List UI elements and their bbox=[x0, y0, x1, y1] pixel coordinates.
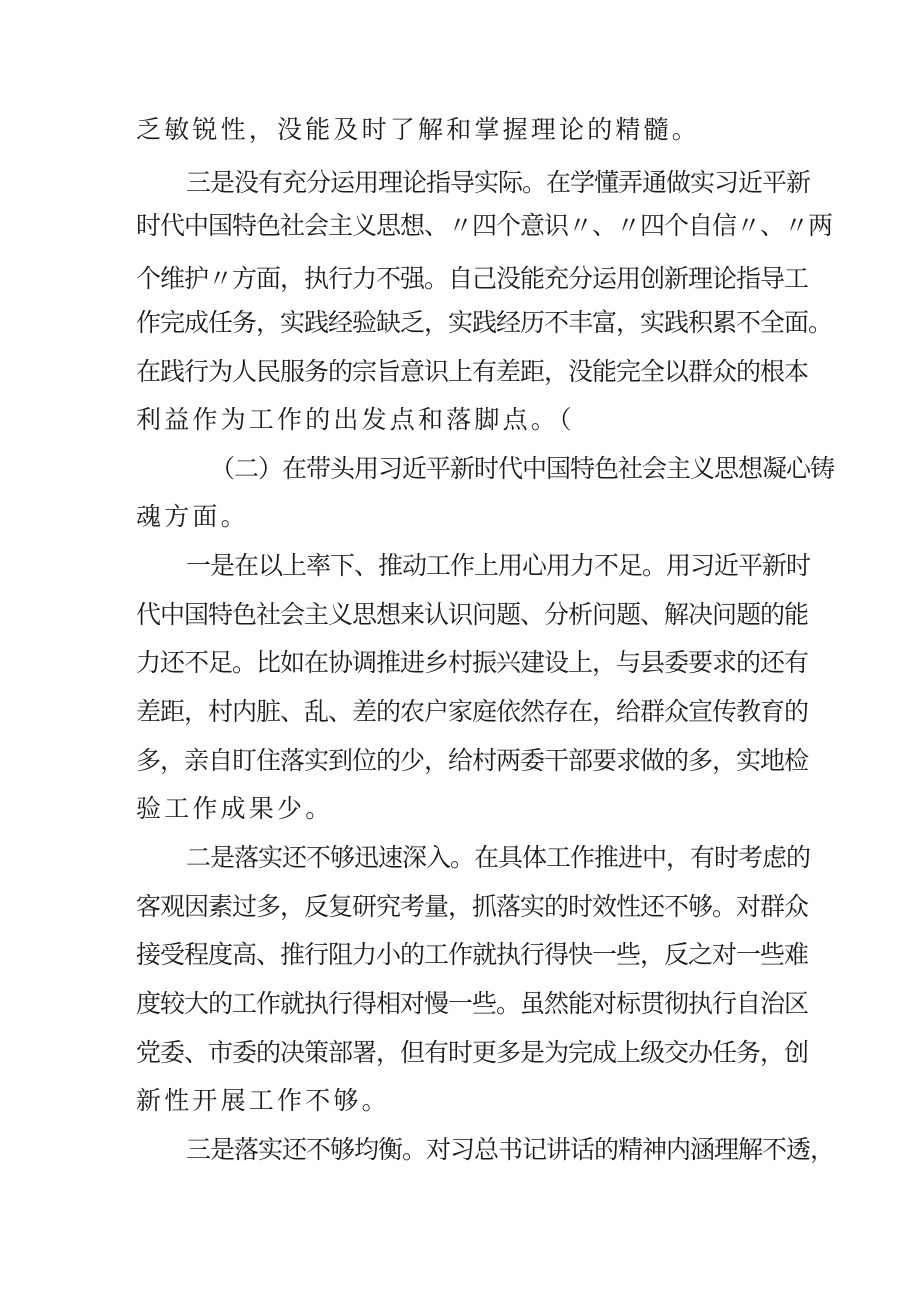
text-line: 个维护〃方面，执行力不强。自己没能充分运用创新理论指导工 bbox=[136, 264, 809, 293]
section-heading-continued: 魂方面。 bbox=[136, 502, 249, 531]
text-line: 差距，村内脏、乱、差的农户家庭依然存在，给群众宣传教育的 bbox=[136, 697, 809, 726]
paragraph-start: 一是在以上率下、推动工作上用心用力不足。用习近平新时 bbox=[186, 551, 811, 580]
text-line: 接受程度高、推行阻力小的工作就执行得快一些，反之对一些难 bbox=[136, 940, 809, 969]
paragraph-start: 三是没有充分运用理论指导实际。在学懂弄通做实习近平新 bbox=[186, 168, 811, 197]
text-line: 时代中国特色社会主义思想、〃四个意识〃、〃四个自信〃、〃两 bbox=[136, 211, 833, 240]
text-line: 新性开展工作不够。 bbox=[136, 1086, 390, 1115]
text-line: 作完成任务，实践经验缺乏，实践经历不丰富，实践积累不全面。 bbox=[136, 308, 833, 337]
paragraph-start: 三是落实还不够均衡。对习总书记讲话的精神内涵理解不透， bbox=[186, 1135, 835, 1164]
text-line: 力还不足。比如在协调推进乡村振兴建设上，与县委要求的还有 bbox=[136, 648, 809, 677]
text-line: 多，亲自盯住落实到位的少，给村两委干部要求做的多，实地检 bbox=[136, 746, 809, 775]
text-line: 在践行为人民服务的宗旨意识上有差距，没能完全以群众的根本 bbox=[136, 357, 809, 386]
text-line: 党委、市委的决策部署，但有时更多是为完成上级交办任务，创 bbox=[136, 1038, 809, 1067]
text-line: 度较大的工作就执行得相对慢一些。虽然能对标贯彻执行自治区 bbox=[136, 989, 809, 1018]
text-line: 验工作成果少。 bbox=[136, 794, 334, 823]
section-heading: （二）在带头用习近平新时代中国特色社会主义思想凝心铸 bbox=[210, 454, 835, 483]
text-line: 代中国特色社会主义思想来认识问题、分析问题、解决问题的能 bbox=[136, 600, 809, 629]
paragraph-start: 二是落实还不够迅速深入。在具体工作推进中，有时考虑的 bbox=[186, 843, 811, 872]
text-line: 客观因素过多，反复研究考量，抓落实的时效性还不够。对群众 bbox=[136, 892, 809, 921]
text-line: 利益作为工作的出发点和落脚点。（ bbox=[136, 405, 575, 434]
text-line: 乏敏锐性，没能及时了解和掌握理论的精髓。 bbox=[136, 115, 701, 144]
